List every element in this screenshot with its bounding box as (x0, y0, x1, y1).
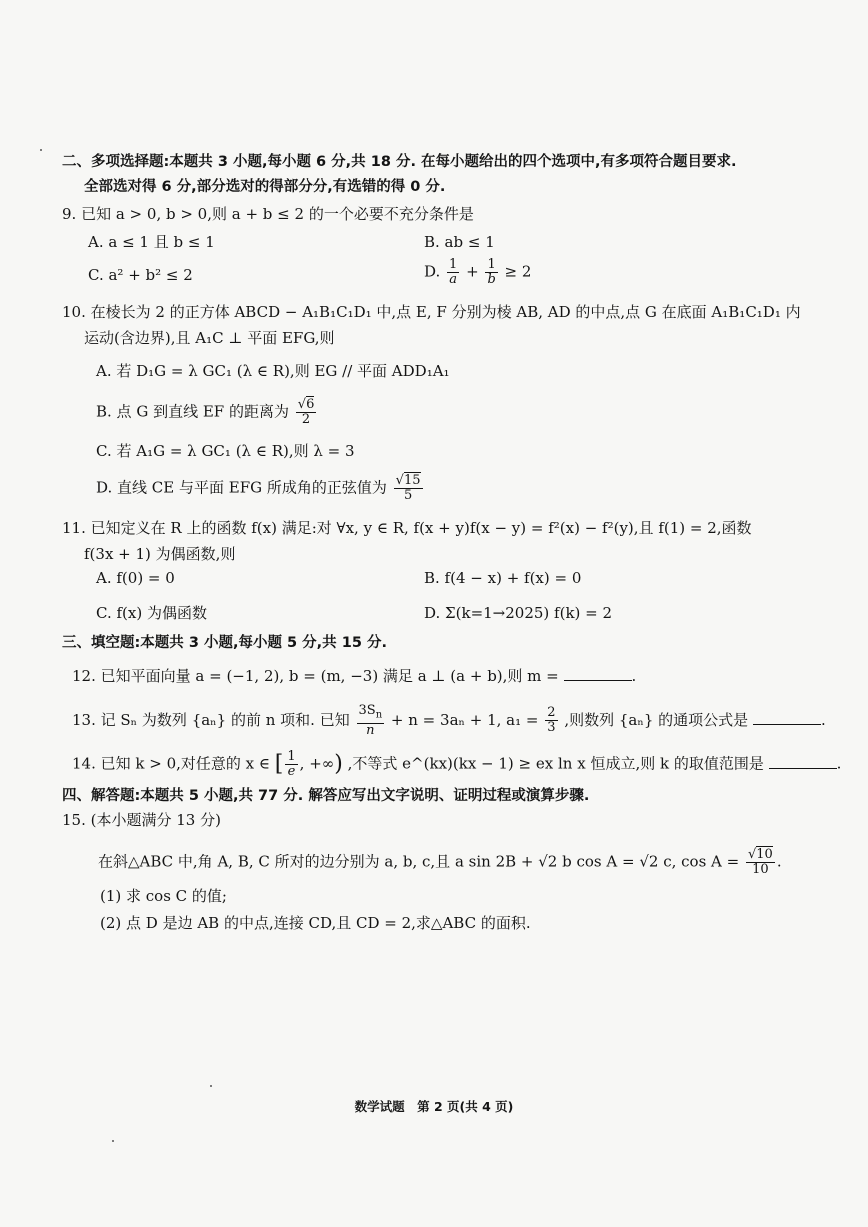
speck (40, 149, 42, 151)
fraction-1-over-a: $\frac{1}{a}$ (449, 257, 458, 287)
section2-heading-cont: 全部选对得 6 分,部分选对的得部分分,有选错的得 0 分. (84, 179, 446, 195)
q15-part2: (2) 点 D 是边 AB 的中点,连接 CD,且 CD = 2,求△ABC 的面积. (100, 914, 531, 932)
q9-option-d-ineq: ≥ 2 (504, 262, 532, 281)
q12: 12. 已知平面向量 a = (−1, 2), b = (m, −3) 满足 a ⊥ (a + b),则 m = . (72, 667, 637, 685)
fraction-2-over-3: $\frac{2}{3}$ (547, 705, 556, 736)
q12-body: a = (−1, 2), b = (m, −3) 满足 a ⊥ (a + b),则 m = (195, 667, 559, 685)
q10-stem-cont: 运动(含边界),且 A₁C ⊥ 平面 EFG,则 (84, 329, 335, 347)
q14: 14. 已知 k > 0,对任意的 x ∈ [ $\frac{1}{e}$ , +∞) ,不等式 e^(kx)(kx − 1) ≥ ex ln x 恒成立,则 k 的取值范围是 . (72, 749, 842, 779)
page-footer: 数学试题 第 2 页(共 4 页) (354, 1099, 514, 1114)
q10-option-d-text: D. 直线 CE 与平面 EFG 所成角的正弦值为 (96, 478, 387, 497)
q10-option-c: C. 若 A₁G = λ GC₁ (λ ∈ R),则 λ = 3 (96, 442, 355, 460)
q10-option-b (96, 398, 318, 427)
q13-suffix: ,则数列 {aₙ} 的通项公式是 (564, 710, 749, 729)
section2-heading: 二、多项选择题:本题共 3 小题,每小题 6 分,共 18 分. 在每小题给出的四个选项中,有多项符合题目要求. (62, 154, 737, 170)
q11-option-a: A. f(0) = 0 (96, 569, 175, 587)
q11-stem-cont: f(3x + 1) 为偶函数,则 (84, 545, 236, 563)
fraction-3sn-over-n: $\frac{3S_n}{n}$ (358, 703, 383, 738)
q13-answer-blank (753, 710, 821, 725)
q15-body: 在斜△ABC 中,角 A, B, C 所对的边分别为 a, b, c,且 a sin 2B + √2 b cos A = √2 c, cos A = $\frac{√10}{10}$ . (98, 847, 782, 877)
q12-answer-blank (564, 666, 632, 681)
fraction-1-over-e: $\frac{1}{e}$ (287, 749, 296, 779)
fraction-sqrt10-over-10: $\frac{√10}{10}$ (747, 847, 773, 877)
q10-option-d (96, 474, 425, 503)
q11-stem: 11. 已知定义在 R 上的函数 f(x) 满足:对 ∀x, y ∈ R, f(x + y)f(x − y) = f²(x) − f²(y),且 f(1) = 2,函数 (62, 519, 752, 537)
q9-stem: 9. 已知 a > 0, b > 0,则 a + b ≤ 2 的一个必要不充分条件是 (62, 205, 474, 223)
section3-heading: 三、填空题:本题共 3 小题,每小题 5 分,共 15 分. (62, 635, 387, 651)
q14-answer-blank (769, 754, 837, 769)
q11-option-b: B. f(4 − x) + f(x) = 0 (424, 569, 582, 587)
q9-option-d: D. $\frac{1}{a}$ + $\frac{1}{b}$ ≥ 2 (424, 257, 532, 287)
fraction-sqrt15-over-5: $\frac{√15}{5}$ (395, 473, 421, 503)
q12-prefix: 12. 已知平面向量 (72, 667, 191, 685)
fraction-sqrt6-over-2: $\frac{√6}{2}$ (297, 397, 315, 427)
q15-body-text: 在斜△ABC 中,角 A, B, C 所对的边分别为 a, b, c,且 a sin 2B + √2 b cos A = √2 c, cos A = (98, 852, 740, 871)
q13-prefix: 13. 记 Sₙ 为数列 {aₙ} 的前 n 项和. 已知 (72, 710, 350, 729)
q10-option-b-text: B. 点 G 到直线 EF 的距离为 (96, 402, 289, 421)
q9-option-b: B. ab ≤ 1 (424, 233, 495, 251)
q13: 13. 记 Sₙ 为数列 {aₙ} 的前 n 项和. 已知 $\frac{3S_n}{n}$ + n = 3aₙ + 1, a₁ = $\frac{2}{3}$ ,则数列 {aₙ} 的通项公式是 . (72, 703, 826, 738)
section4-heading: 四、解答题:本题共 5 小题,共 77 分. 解答应写出文字说明、证明过程或演算步骤. (62, 788, 590, 804)
q15-label: 15. (本小题满分 13 分) (62, 811, 221, 829)
speck (112, 1140, 114, 1142)
q13-middle: + n = 3aₙ + 1, a₁ = (390, 710, 539, 729)
speck (210, 1085, 212, 1087)
q11-option-c: C. f(x) 为偶函数 (96, 604, 207, 622)
q9-option-c: C. a² + b² ≤ 2 (88, 266, 193, 284)
q11-option-d: D. Σ(k=1→2025) f(k) = 2 (424, 604, 613, 622)
q14-suffix: ,不等式 e^(kx)(kx − 1) ≥ ex ln x 恒成立,则 k 的取值范围是 (347, 754, 764, 773)
q10-stem: 10. 在棱长为 2 的正方体 ABCD − A₁B₁C₁D₁ 中,点 E, F 分别为棱 AB, AD 的中点,点 G 在底面 A₁B₁C₁D₁ 内 (62, 303, 801, 321)
q9-option-d-label: D. (424, 262, 441, 281)
q15-part1: (1) 求 cos C 的值; (100, 887, 227, 905)
q14-prefix: 14. 已知 k > 0,对任意的 x ∈ (72, 754, 270, 773)
fraction-1-over-b: $\frac{1}{b}$ (487, 257, 496, 287)
q9-option-a: A. a ≤ 1 且 b ≤ 1 (88, 233, 215, 251)
q10-option-a: A. 若 D₁G = λ GC₁ (λ ∈ R),则 EG // 平面 ADD₁A₁ (96, 362, 450, 380)
